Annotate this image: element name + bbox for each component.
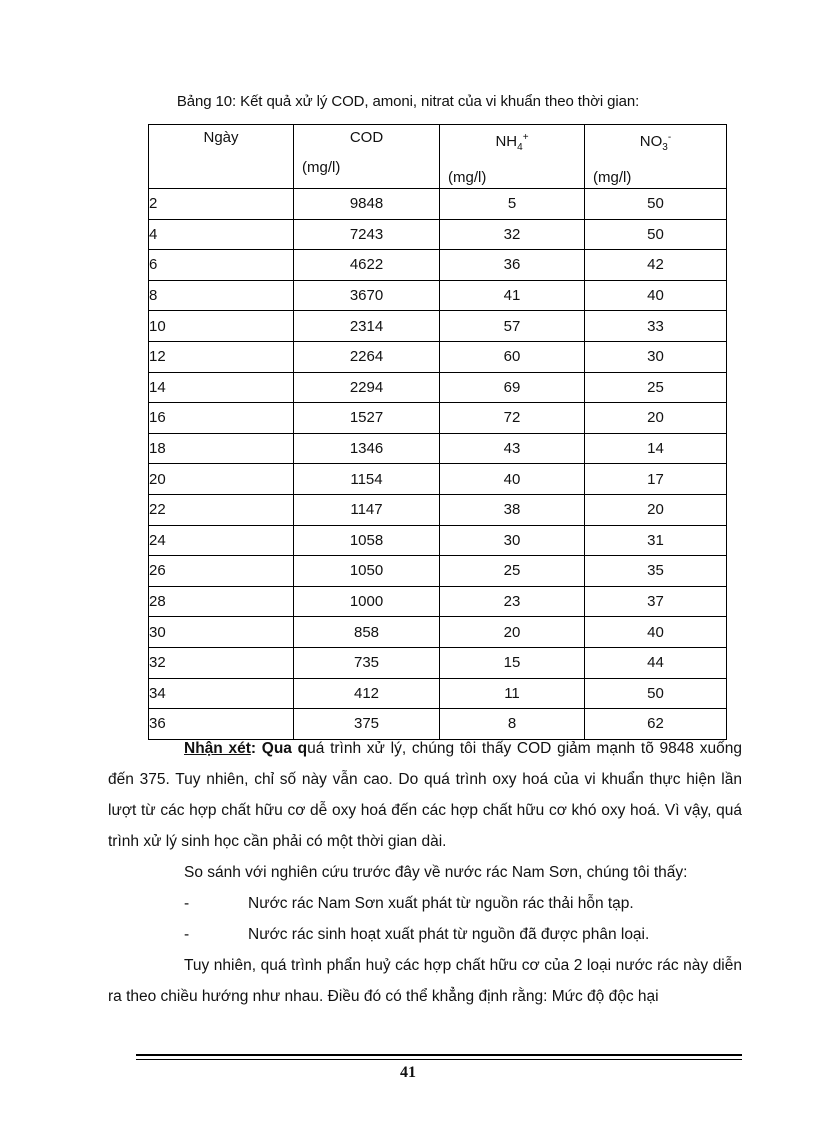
cell-nh4: 38: [440, 494, 585, 525]
cell-day: 32: [149, 647, 294, 678]
cell-no3: 44: [585, 647, 727, 678]
cell-cod: 1000: [294, 586, 440, 617]
cell-nh4: 30: [440, 525, 585, 556]
cell-day: 36: [149, 709, 294, 740]
cell-nh4: 41: [440, 280, 585, 311]
cell-cod: 4622: [294, 250, 440, 281]
bullet-item-2: - Nước rác sinh hoạt xuất phát từ nguồn đã được phân loại.: [184, 926, 650, 943]
footer-rule: [136, 1054, 742, 1056]
cell-no3: 20: [585, 403, 727, 434]
table-row: [149, 586, 727, 617]
cell-nh4: 11: [440, 678, 585, 709]
table-caption: Bảng 10: Kết quả xử lý COD, amoni, nitrat của vi khuẩn theo thời gian:: [176, 93, 640, 110]
cell-day: 16: [149, 403, 294, 434]
cell-day: 30: [149, 617, 294, 648]
cell-nh4: 36: [440, 250, 585, 281]
bullet-item-1: - Nước rác Nam Sơn xuất phát từ nguồn rác thải hỗn tạp.: [184, 895, 634, 912]
table-row: [149, 219, 727, 250]
cell-day: 34: [149, 678, 294, 709]
cell-no3: 14: [585, 433, 727, 464]
cell-no3: 20: [585, 494, 727, 525]
cell-no3: 40: [585, 617, 727, 648]
cell-cod: 9848: [294, 189, 440, 220]
results-table: [148, 124, 727, 740]
cell-cod: 412: [294, 678, 440, 709]
remark-paragraph: Nhận xét: Qua quá trình xử lý, chúng tôi thấy COD giảm mạnh tõ 9848 xuống đến 375. Tuy nhiên, chỉ số này vẫn cao. Do quá trình oxy hoá của vi khuẩn thực hiện lần lượt từ các hợp chất hữu cơ dễ oxy hoá đến các hợp chất hữu cơ khó oxy hoá. Vì vậy, quá trình xử lý sinh học cần phải có một thời gian dài.: [108, 740, 742, 850]
table-row: [149, 189, 727, 220]
cell-day: 24: [149, 525, 294, 556]
cell-no3: 50: [585, 678, 727, 709]
cell-day: 22: [149, 494, 294, 525]
cell-day: 14: [149, 372, 294, 403]
body-text: [108, 733, 742, 1012]
cell-no3: 50: [585, 189, 727, 220]
table-row: [149, 494, 727, 525]
cell-day: 26: [149, 556, 294, 587]
table-header-row: [149, 125, 727, 189]
cell-nh4: 32: [440, 219, 585, 250]
cell-cod: 2294: [294, 372, 440, 403]
cell-day: 8: [149, 280, 294, 311]
cell-cod: 858: [294, 617, 440, 648]
table-row: [149, 525, 727, 556]
table-row: [149, 464, 727, 495]
cell-nh4: 69: [440, 372, 585, 403]
cell-cod: 1058: [294, 525, 440, 556]
cell-day: 20: [149, 464, 294, 495]
cell-no3: 31: [585, 525, 727, 556]
table-row: [149, 403, 727, 434]
cell-nh4: 40: [440, 464, 585, 495]
cell-day: 4: [149, 219, 294, 250]
compare-paragraph: So sánh với nghiên cứu trước đây về nước rác Nam Sơn, chúng tôi thấy:: [184, 864, 688, 881]
cell-day: 2: [149, 189, 294, 220]
cell-cod: 1154: [294, 464, 440, 495]
table-row: [149, 372, 727, 403]
cell-no3: 50: [585, 219, 727, 250]
cell-no3: 40: [585, 280, 727, 311]
cell-cod: 1346: [294, 433, 440, 464]
last-paragraph: Tuy nhiên, quá trình phẩn huỷ các hợp chất hữu cơ của 2 loại nước rác này diễn ra theo chiều hướng như nhau. Điều đó có thể khẳng định rằng: Mức độ độc hại: [108, 957, 742, 1005]
table-row: [149, 678, 727, 709]
cell-cod: 3670: [294, 280, 440, 311]
cell-no3: 30: [585, 341, 727, 372]
cell-day: 12: [149, 341, 294, 372]
header-no3: $NO_3^-$ (mg/l): [585, 125, 727, 189]
header-cod: COD (mg/l): [294, 125, 440, 189]
page-number: 41: [400, 1064, 416, 1081]
cell-day: 10: [149, 311, 294, 342]
cell-no3: 37: [585, 586, 727, 617]
table-row: [149, 647, 727, 678]
cell-cod: 1527: [294, 403, 440, 434]
table-row: [149, 556, 727, 587]
table-row: [149, 250, 727, 281]
table-row: [149, 280, 727, 311]
table-row: [149, 433, 727, 464]
footer-rule-thin: [136, 1059, 742, 1060]
cell-cod: 1050: [294, 556, 440, 587]
cell-cod: 1147: [294, 494, 440, 525]
cell-cod: 7243: [294, 219, 440, 250]
cell-cod: 375: [294, 709, 440, 740]
cell-nh4: 25: [440, 556, 585, 587]
cell-no3: 62: [585, 709, 727, 740]
cell-cod: 2264: [294, 341, 440, 372]
table-row: [149, 617, 727, 648]
table-row: [149, 341, 727, 372]
cell-nh4: 5: [440, 189, 585, 220]
cell-day: 18: [149, 433, 294, 464]
cell-nh4: 15: [440, 647, 585, 678]
header-nh4: $NH_4^+$ (mg/l): [440, 125, 585, 189]
cell-nh4: 57: [440, 311, 585, 342]
cell-nh4: 43: [440, 433, 585, 464]
cell-day: 6: [149, 250, 294, 281]
cell-nh4: 60: [440, 341, 585, 372]
cell-nh4: 72: [440, 403, 585, 434]
cell-nh4: 20: [440, 617, 585, 648]
cell-day: 28: [149, 586, 294, 617]
cell-cod: 735: [294, 647, 440, 678]
cell-no3: 42: [585, 250, 727, 281]
cell-nh4: 23: [440, 586, 585, 617]
cell-cod: 2314: [294, 311, 440, 342]
cell-no3: 35: [585, 556, 727, 587]
cell-no3: 17: [585, 464, 727, 495]
cell-no3: 25: [585, 372, 727, 403]
cell-nh4: 8: [440, 709, 585, 740]
header-day: Ngày: [149, 125, 294, 189]
table-row: [149, 311, 727, 342]
cell-no3: 33: [585, 311, 727, 342]
